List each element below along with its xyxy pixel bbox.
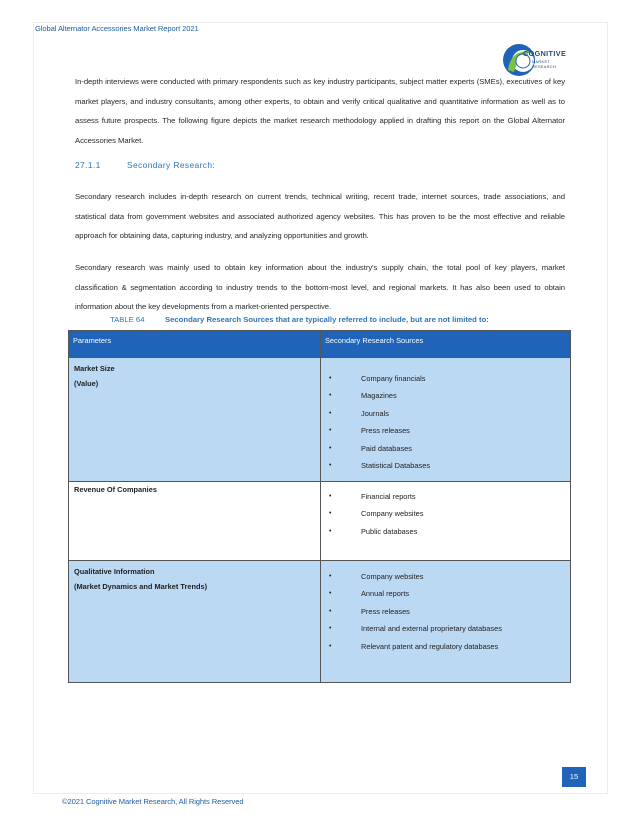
- section-title: Secondary Research:: [127, 160, 216, 170]
- bullet-icon: •: [329, 392, 332, 400]
- running-header: Global Alternator Accessories Market Report 2021: [35, 24, 199, 33]
- list-item: • Press releases: [321, 422, 570, 439]
- sources-list: [321, 370, 570, 474]
- table-header-row: [69, 331, 571, 358]
- page-number: 15: [562, 767, 586, 787]
- list-item: • Statistical Databases: [321, 457, 570, 474]
- table-row: [69, 561, 571, 683]
- param-cell: [69, 561, 321, 683]
- table-caption-text: Secondary Research Sources that are typically referred to include, but are not limited to:: [165, 315, 489, 324]
- param-label: (Value): [74, 379, 99, 388]
- param-label: (Market Dynamics and Market Trends): [74, 582, 208, 591]
- list-item: • Journals: [321, 405, 570, 422]
- section-heading: [75, 160, 215, 170]
- logo-subtitle-market: MARKET: [532, 59, 551, 64]
- list-item: • Magazines: [321, 387, 570, 404]
- table-row: [69, 482, 571, 561]
- list-item: • Company financials: [321, 370, 570, 387]
- paragraph-secondary-usage: Secondary research was mainly used to obtain key information about the industry's supply chain, the total pool of key players, market classification & segmentation according to industry trends to the bottom-most level, and regional markets. It has also been used to obtain information about the key developments from a market-oriented perspective.: [75, 263, 565, 311]
- logo-word: COGNITIVE: [523, 49, 567, 58]
- bullet-icon: •: [329, 642, 332, 650]
- param-label: Revenue Of Companies: [74, 485, 157, 494]
- bullet-icon: •: [329, 590, 332, 598]
- section-number: 27.1.1: [75, 160, 101, 170]
- list-item: • Press releases: [321, 603, 570, 620]
- paragraph-secondary-research: Secondary research includes in-depth research on current trends, technical writing, recent trade, internet sources, trade associations, and statistical data from government websites and associated authorized agency websites. This has proven to be the most effective and reliable approach for obtaining data, capturing industry, and analyzing opportunities and growth.: [75, 192, 565, 240]
- bullet-icon: •: [329, 625, 332, 633]
- param-cell: [69, 358, 321, 482]
- bullet-icon: •: [329, 573, 332, 580]
- list-item: • Financial reports: [321, 488, 570, 505]
- param-label: Qualitative Information: [74, 567, 155, 576]
- logo-subtitle-research: RESEARCH: [532, 64, 557, 69]
- bullet-icon: •: [329, 607, 332, 615]
- list-item: • Annual reports: [321, 585, 570, 602]
- list-item: • Internal and external proprietary databases: [321, 620, 570, 637]
- paragraph-primary-interviews: In-depth interviews were conducted with primary respondents such as key industry participants, subject matter experts (SMEs), executives of key market players, and industry consultants, among other experts, to obtain and verify critical qualitative and quantitative information as well as to assess future prospects. The following figure depicts the market research methodology applied in drafting this report on the Global Alternator Accessories Market.: [75, 77, 565, 145]
- bullet-icon: •: [329, 444, 332, 452]
- param-cell: [69, 482, 321, 561]
- list-item: • Paid databases: [321, 440, 570, 457]
- list-item: • Company websites: [321, 568, 570, 585]
- header-parameters: Parameters: [69, 331, 321, 358]
- table-caption-label: TABLE 64: [110, 315, 145, 324]
- header-sources: Secondary Research Sources: [321, 331, 571, 358]
- table-caption: [110, 315, 489, 324]
- sources-cell: [321, 358, 571, 482]
- bullet-icon: •: [329, 427, 332, 435]
- sources-list: [321, 488, 570, 540]
- bullet-icon: •: [329, 510, 332, 518]
- bullet-icon: •: [329, 527, 332, 535]
- bullet-icon: •: [329, 461, 332, 469]
- footer-copyright: ©2021 Cognitive Market Research, All Rights Reserved: [62, 797, 244, 806]
- bullet-icon: •: [329, 409, 332, 417]
- list-item: • Public databases: [321, 523, 570, 540]
- table-row: [69, 358, 571, 482]
- list-item: • Company websites: [321, 505, 570, 522]
- sources-cell: [321, 482, 571, 561]
- sources-cell: [321, 561, 571, 683]
- param-label: Market Size: [74, 364, 115, 373]
- secondary-sources-table: [68, 330, 571, 683]
- sources-list: [321, 568, 570, 655]
- list-item: • Relevant patent and regulatory databases: [321, 638, 570, 655]
- bullet-icon: •: [329, 493, 332, 500]
- bullet-icon: •: [329, 375, 332, 382]
